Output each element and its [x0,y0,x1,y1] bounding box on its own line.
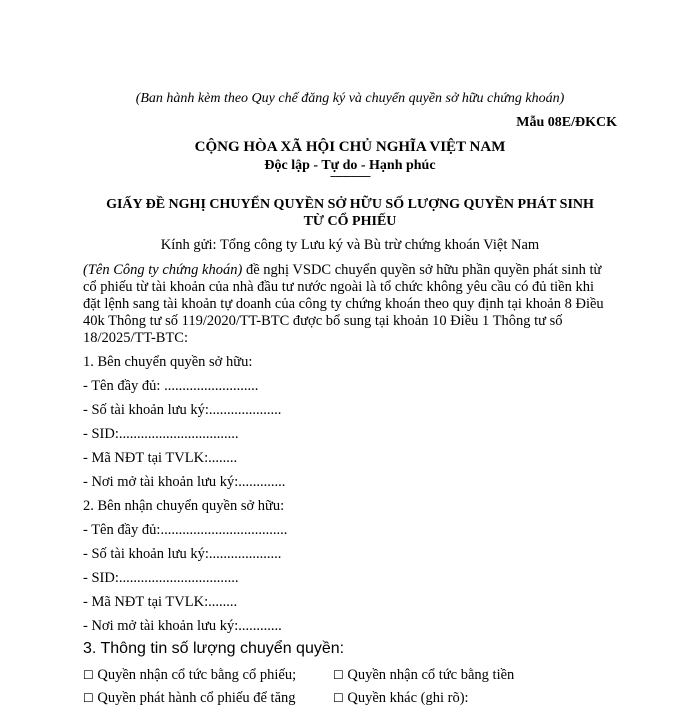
national-motto: Độc lập - Tự do - Hạnh phúc [264,158,436,173]
section2-account-place-field: - Nơi mở tài khoản lưu ký:............ [83,618,282,634]
option-label: Quyền nhận cổ tức bằng cổ phiếu; [97,667,297,683]
checkbox-icon[interactable]: ☐ [83,668,94,682]
section1-heading: 1. Bên chuyển quyền sở hữu: [83,354,253,370]
intro-line-2: cổ phiếu từ tài khoản của nhà đầu tư nước ngoài là tổ chức không yêu cầu có đủ tiền khi [83,279,595,295]
document-title-line-1: GIẤY ĐỀ NGHỊ CHUYỂN QUYỀN SỞ HỮU SỐ LƯỢNG QUYỀN PHÁT SINH [106,197,594,212]
intro-line-1 [83,262,601,279]
section1-sid-field: - SID:................................. [83,426,239,442]
section2-sid-field: - SID:................................. [83,570,239,586]
checkbox-icon[interactable]: ☐ [333,668,344,682]
intro-line-1-text: đề nghị VSDC chuyển quyền sở hữu phần quyền phát sinh từ [242,262,602,278]
section2-investor-code-field: - Mã NĐT tại TVLK:........ [83,594,238,610]
option-share-issuance[interactable] [83,690,296,707]
section2-account-number-field: - Số tài khoản lưu ký:.................... [83,546,282,562]
intro-line-3: đặt lệnh sang tài khoản tự doanh của công ty chứng khoán theo quy định tại khoản 8 Điều [83,296,604,312]
addressee: Kính gửi: Tổng công ty Lưu ký và Bù trừ chứng khoán Việt Nam [160,237,540,253]
checkbox-icon[interactable]: ☐ [83,691,94,705]
section1-full-name-field: - Tên đầy đủ: .......................... [83,378,259,394]
issued-note: (Ban hành kèm theo Quy chế đăng ký và chuyển quyền sở hữu chứng khoán) [135,91,565,106]
company-name-placeholder: (Tên Công ty chứng khoán) [83,262,243,278]
section2-full-name-field: - Tên đầy đủ:................................... [83,522,288,538]
intro-line-5: 18/2025/TT-BTC: [83,330,188,346]
section1-account-place-field: - Nơi mở tài khoản lưu ký:............. [83,474,286,490]
section2-heading: 2. Bên nhận chuyển quyền sở hữu: [83,498,285,514]
country-name: CỘNG HÒA XÃ HỘI CHỦ NGHĨA VIỆT NAM [194,139,506,155]
checkbox-icon[interactable]: ☐ [333,691,344,705]
option-label: Quyền khác (ghi rõ): [347,690,469,706]
section3-heading: 3. Thông tin số lượng chuyển quyền: [83,640,345,657]
option-other-rights[interactable] [333,690,469,707]
intro-line-4: 40k Thông tư số 119/2020/TT-BTC được bổ sung tại khoản 10 Điều 1 Thông tư số [83,313,563,329]
option-label: Quyền nhận cổ tức bằng tiền [347,667,515,683]
motto-underline: --------------- [330,170,370,182]
document-title-line-2: TỪ CỔ PHIẾU [303,214,397,229]
option-label: Quyền phát hành cổ phiếu để tăng [97,690,296,706]
section1-account-number-field: - Số tài khoản lưu ký:.................... [83,402,282,418]
form-code: Mẫu 08E/ĐKCK [516,115,617,130]
option-cash-dividend[interactable] [333,667,514,684]
section1-investor-code-field: - Mã NĐT tại TVLK:........ [83,450,238,466]
option-stock-dividend[interactable] [83,667,296,684]
